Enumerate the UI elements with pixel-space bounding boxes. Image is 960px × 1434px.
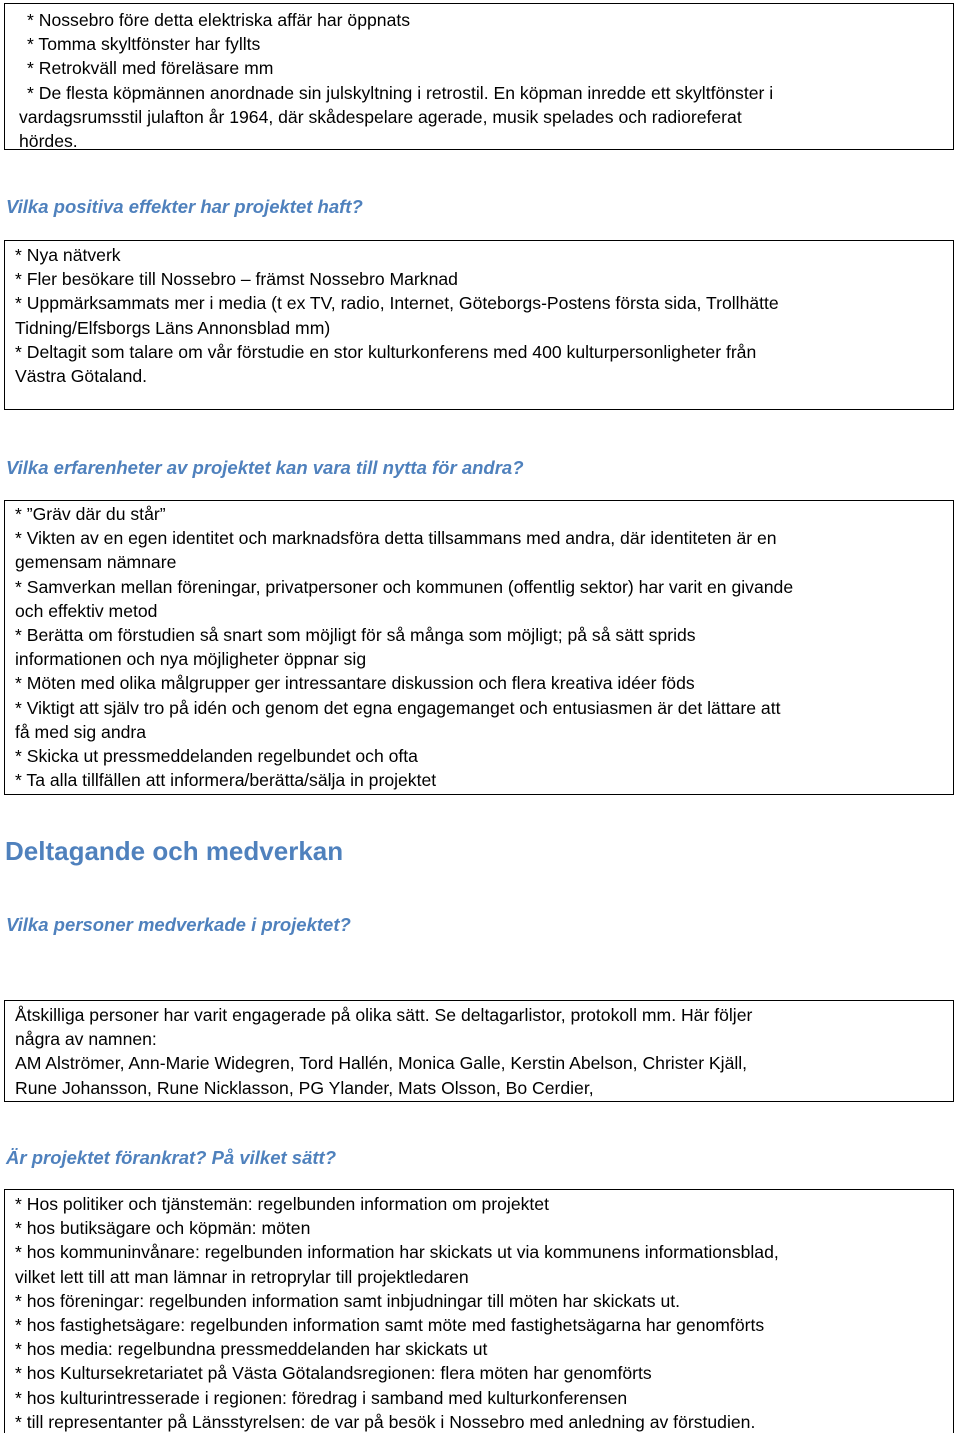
text-line: * Uppmärksammats mer i media (t ex TV, radio, Internet, Göteborgs-Postens första sida, Trollhätte [15,293,779,314]
text-line: * Retrokväll med föreläsare mm [27,58,274,79]
text-line: hördes. [19,131,78,152]
text-box-positive-effects [4,240,954,410]
text-line: gemensam nämnare [15,552,177,573]
question-participants: Vilka personer medverkade i projektet? [6,914,351,935]
text-line: * Vikten av en egen identitet och marknadsföra detta tillsammans med andra, där identiteten är en [15,528,777,549]
text-box-participants [4,1000,954,1102]
text-line: * Skicka ut pressmeddelanden regelbundet och ofta [15,746,418,767]
section-heading: Deltagande och medverkan [5,836,344,866]
text-line: * Nossebro före detta elektriska affär har öppnats [27,10,411,30]
text-line: * hos Kultursekretariatet på Västa Götalandsregionen: flera möten har genomförts [15,1363,652,1384]
text-line: * Deltagit som talare om vår förstudie en stor kulturkonferens med 400 kulturpersonligheter från [15,341,757,362]
text-line: * ”Gräv där du står” [15,504,166,524]
text-line: * hos kulturintresserade i regionen: föredrag i samband med kulturkonferensen [15,1387,628,1408]
text-line: Västra Götaland. [15,366,148,387]
text-line: vardagsrumsstil julafton år 1964, där skådespelare agerade, musik spelades och radioreferat [19,106,742,127]
text-line: * Samverkan mellan föreningar, privatpersoner och kommunen (offentlig sektor) har varit en givande [15,576,794,597]
text-line: AM Alströmer, Ann-Marie Widegren, Tord Hallén, Monica Galle, Kerstin Abelson, Christer Kjäll, [15,1053,748,1074]
text-line: några av namnen: [15,1029,157,1050]
question-positive-effects: Vilka positiva effekter har projektet haft? [6,196,363,217]
text-line: * hos föreningar: regelbunden information samt inbjudningar till möten har skickats ut. [15,1290,681,1311]
text-box-experiences [4,500,954,795]
text-line: * Hos politiker och tjänstemän: regelbunden information om projektet [15,1194,549,1214]
text-box-anchoring [4,1189,954,1433]
text-line: * Ta alla tillfällen att informera/berätta/sälja in projektet [15,770,437,791]
text-line: * Tomma skyltfönster har fyllts [27,34,261,55]
text-line: Åtskilliga personer har varit engagerade på olika sätt. Se deltagarlistor, protokoll mm. Här följer [15,1005,753,1025]
text-line: vilket lett till att man lämnar in retroprylar till projektledaren [15,1266,469,1287]
question-experiences: Vilka erfarenheter av projektet kan vara till nytta för andra? [6,457,524,478]
text-line: * till representanter på Länsstyrelsen: de var på besök i Nossebro med anledning av förstudien. [15,1411,756,1432]
text-line: Tidning/Elfsborgs Läns Annonsblad mm) [15,317,331,338]
text-line: * Viktigt att själv tro på idén och genom det egna engagemanget och entusiasmen är det lättare att [15,697,781,718]
text-line: * hos butiksägare och köpmän: möten [15,1218,311,1239]
question-anchored: Är projektet förankrat? På vilket sätt? [6,1147,337,1168]
text-line: * hos kommuninvånare: regelbunden information har skickats ut via kommunens informationsblad, [15,1242,779,1263]
text-line: informationen och nya möjligheter öppnar sig [15,649,367,670]
text-line: * hos media: regelbundna pressmeddelanden har skickats ut [15,1339,488,1360]
text-line: Rune Johansson, Rune Nicklasson, PG Ylander, Mats Olsson, Bo Cerdier, [15,1077,594,1098]
text-line: och effektiv metod [15,600,158,621]
text-line: * Fler besökare till Nossebro – främst Nossebro Marknad [15,269,458,290]
text-line: * Möten med olika målgrupper ger intressantare diskussion och flera kreativa idéer föds [15,673,695,694]
text-line: * De flesta köpmännen anordnade sin julskyltning i retrostil. En köpman inredde ett skyltfönster i [27,82,774,103]
text-box-retro-activities [4,3,954,150]
text-line: få med sig andra [15,721,147,742]
text-line: * Berätta om förstudien så snart som möjligt för så många som möjligt; på så sätt sprids [15,625,696,646]
text-line: * Nya nätverk [15,245,121,265]
text-line: * hos fastighetsägare: regelbunden information samt möte med fastighetsägarna har genomförts [15,1315,765,1336]
